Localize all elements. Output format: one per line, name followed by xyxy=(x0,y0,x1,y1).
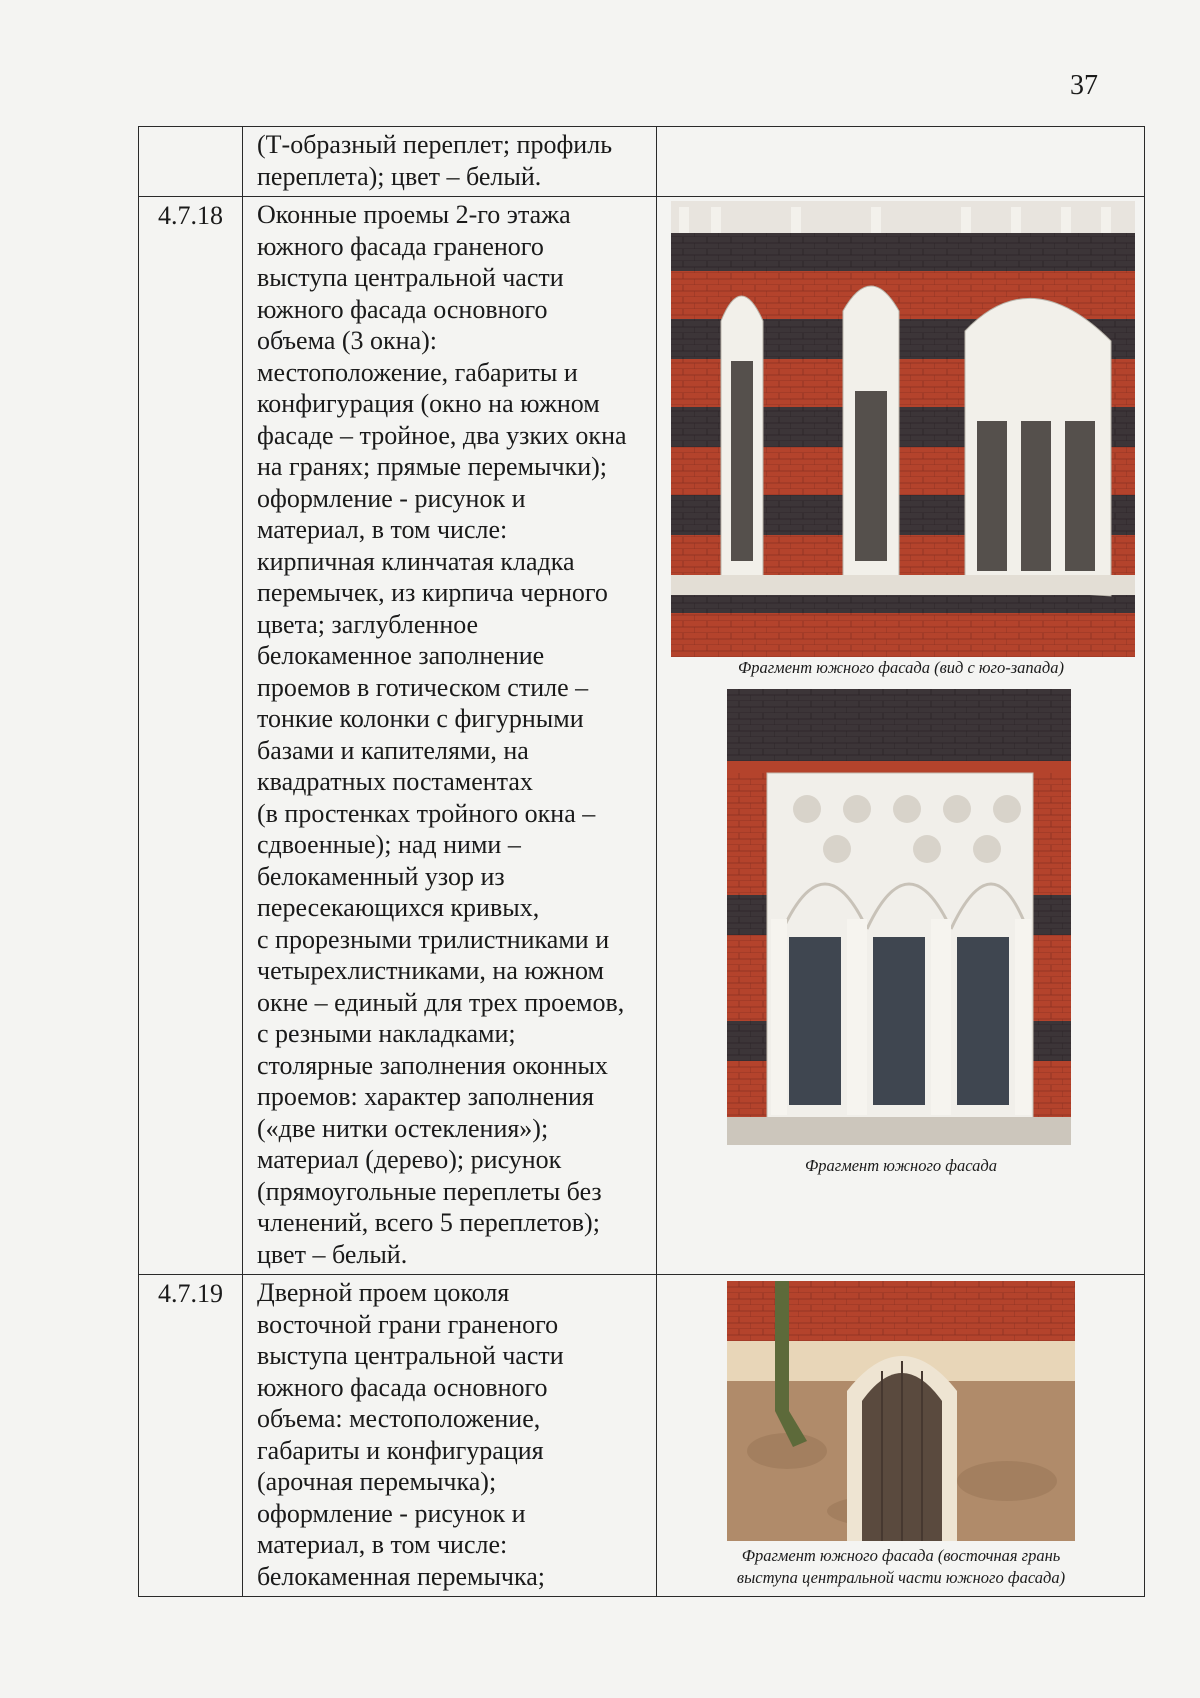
description-line: («две нитки остекления»); xyxy=(257,1113,549,1143)
page-number: 37 xyxy=(1070,70,1098,101)
cellar-door-photo xyxy=(727,1281,1075,1541)
description-line: базами и капителями, на xyxy=(257,735,529,765)
description-line: квадратных постаментах xyxy=(257,767,533,796)
description-line: оформление - рисунок и xyxy=(257,1498,526,1528)
photo-caption: Фрагмент южного фасада (восточная грань xyxy=(741,1546,1061,1565)
description-line: переплета); цвет – белый. xyxy=(257,161,542,191)
description-line: (Т-образный переплет; профиль xyxy=(257,130,613,159)
description-line: объема: местоположение, xyxy=(257,1404,541,1433)
photo-caption: Фрагмент южного фасада xyxy=(804,1156,997,1175)
description-line: белокаменное заполнение xyxy=(257,641,545,670)
description-line: (в простенках тройного окна – xyxy=(257,798,596,828)
description-line: кирпичная клинчатая кладка xyxy=(257,546,575,576)
description-line: на гранях; прямые перемычки); xyxy=(257,452,608,481)
description-line: Оконные проемы 2-го этажа xyxy=(257,200,571,229)
description-line: (прямоугольные переплеты без xyxy=(257,1176,602,1206)
table-row-4-7-18 xyxy=(139,197,1145,1275)
description-line: Дверной проем цоколя xyxy=(257,1278,510,1307)
description-line: выступа центральной части xyxy=(257,1341,564,1370)
description-line: габариты и конфигурация xyxy=(257,1435,544,1465)
description-line: окне – единый для трех проемов, xyxy=(257,987,625,1017)
description-line: материал, в том числе: xyxy=(257,1530,508,1559)
description-line: тонкие колонки с фигурными xyxy=(257,704,584,733)
photo-caption: Фрагмент южного фасада (вид с юго-запада) xyxy=(737,658,1065,677)
description-line: материал (дерево); рисунок xyxy=(257,1145,562,1174)
description-line: южного фасада граненого xyxy=(257,231,544,261)
description-line: белокаменная перемычка; xyxy=(257,1561,545,1591)
description-line: материал, в том числе: xyxy=(257,515,508,544)
description-line: пересекающихся кривых, xyxy=(257,893,540,922)
photo-caption: выступа центральной части южного фасада) xyxy=(736,1568,1066,1587)
description-line: конфигурация (окно на южном xyxy=(257,389,600,418)
description-line: белокаменный узор из xyxy=(257,861,505,891)
row-number-cell: 4.7.18 xyxy=(139,197,243,1275)
row-number-cell: 4.7.19 xyxy=(139,1275,243,1597)
description-line: местоположение, габариты и xyxy=(257,357,578,387)
monument-subject-table xyxy=(138,126,1145,1597)
row-description-cell xyxy=(243,197,657,1275)
row-description-cell xyxy=(243,127,657,197)
description-line: четырехлистниками, на южном xyxy=(257,956,604,985)
description-line: объема (3 окна): xyxy=(257,326,438,355)
description-line: южного фасада основного xyxy=(257,294,548,324)
description-line: (арочная перемычка); xyxy=(257,1467,497,1496)
description-line: цвета; заглубленное xyxy=(257,609,479,639)
description-line: членений, всего 5 переплетов); xyxy=(257,1208,600,1237)
triple-window-photo xyxy=(727,689,1071,1145)
row-number-cell xyxy=(139,127,243,197)
row-image-cell xyxy=(657,1275,1145,1597)
description-line: проемов в готическом стиле – xyxy=(257,672,589,702)
description-line: оформление - рисунок и xyxy=(257,483,526,513)
description-line: выступа центральной части xyxy=(257,263,564,292)
description-line: восточной грани граненого xyxy=(257,1309,559,1339)
table-row-continuation xyxy=(139,127,1145,197)
description-line: перемычек, из кирпича черного xyxy=(257,578,608,607)
description-line: с прорезными трилистниками и xyxy=(257,924,610,954)
description-line: сдвоенные); над ними – xyxy=(257,830,521,859)
description-line: южного фасада основного xyxy=(257,1372,548,1402)
description-line: с резными накладками; xyxy=(257,1019,516,1048)
description-line: фасаде – тройное, два узких окна xyxy=(257,420,627,450)
row-description-cell xyxy=(243,1275,657,1597)
description-line: цвет – белый. xyxy=(257,1239,408,1269)
facade-southwest-photo xyxy=(671,201,1135,657)
row-image-cell xyxy=(657,197,1145,1275)
description-line: столярные заполнения оконных xyxy=(257,1050,608,1080)
row-image-cell xyxy=(657,127,1145,197)
description-line: проемов: характер заполнения xyxy=(257,1082,594,1111)
table-row-4-7-19 xyxy=(139,1275,1145,1597)
